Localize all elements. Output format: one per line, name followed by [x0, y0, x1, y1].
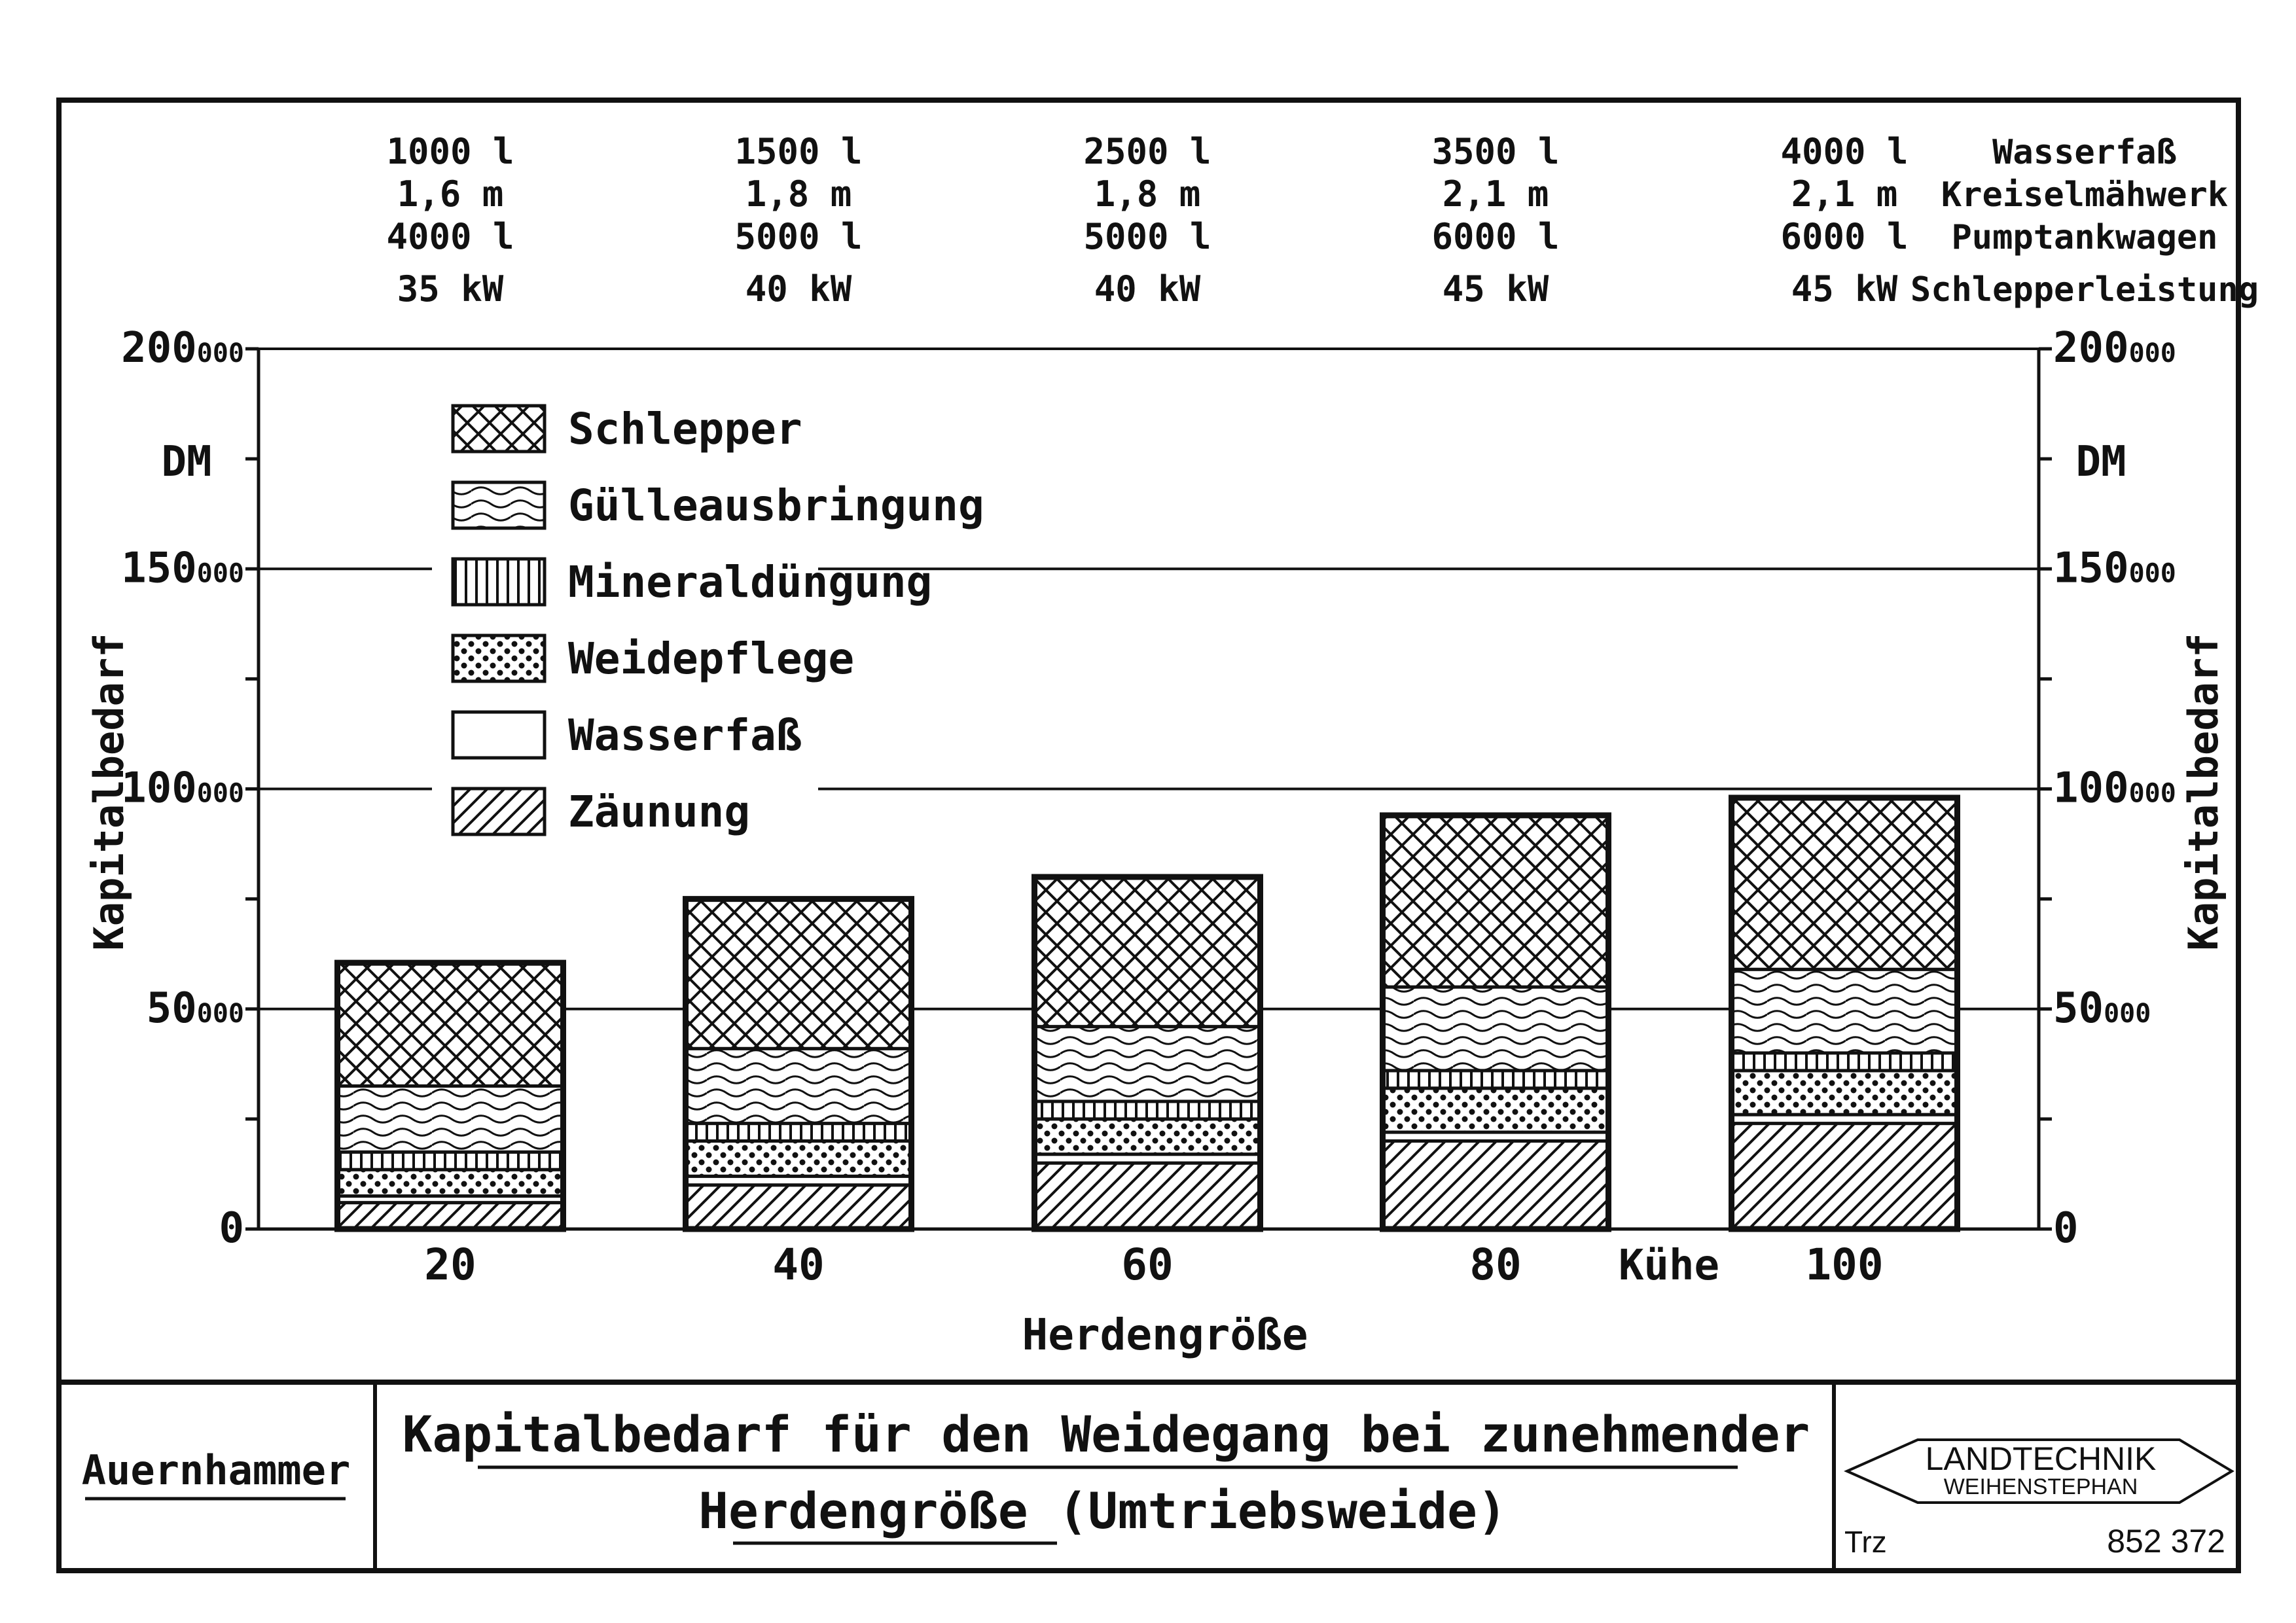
equipment-value: 5000 l — [1083, 216, 1211, 257]
x-tick-label: 20 — [424, 1240, 476, 1290]
y-tick-label-right: 100000 — [2053, 764, 2176, 813]
equipment-value: 2,1 m — [1791, 173, 1898, 215]
equipment-value: 4000 l — [386, 216, 514, 257]
y-axis-label-left: Kapitalbedarf — [85, 633, 133, 951]
bar-segment — [686, 1141, 912, 1177]
equipment-row-label: Schlepperleistung — [1910, 270, 2259, 310]
equipment-row-label: Kreiselmähwerk — [1941, 175, 2229, 215]
equipment-value: 4000 l — [1780, 131, 1909, 172]
y-tick-label-right: 150000 — [2053, 544, 2176, 593]
legend-label: Gülleausbringung — [568, 480, 984, 531]
legend-label: Schlepper — [568, 404, 802, 454]
y-tick-label-left: 150000 — [121, 544, 244, 593]
equipment-value: 45 kW — [1791, 268, 1898, 310]
institution-line-2: WEIHENSTEPHAN — [1943, 1474, 2138, 1499]
legend-label: Weidepflege — [568, 633, 855, 684]
equipment-value: 2500 l — [1083, 131, 1211, 172]
equipment-value: 2,1 m — [1442, 173, 1549, 215]
bar-segment — [1035, 1101, 1261, 1119]
equipment-value: 1500 l — [734, 131, 863, 172]
author-name: Auernhammer — [81, 1446, 351, 1494]
x-tick-label: 60 — [1121, 1240, 1174, 1290]
equipment-value: 35 kW — [397, 268, 504, 310]
y-tick-label-left: 50000 — [146, 984, 244, 1033]
equipment-value: 6000 l — [1431, 216, 1560, 257]
x-tick-label: 80 — [1469, 1240, 1522, 1290]
equipment-row-label: Wasserfaß — [1992, 133, 2177, 172]
legend-swatch — [453, 712, 545, 758]
bar-segment — [686, 1048, 912, 1123]
y-unit-right: DM — [2075, 438, 2126, 486]
legend — [432, 393, 984, 844]
bar-segment — [1732, 1053, 1958, 1071]
equipment-value: 1,6 m — [397, 173, 504, 215]
legend-background — [432, 393, 818, 844]
bar-segment — [1383, 1088, 1609, 1132]
bar-segment — [338, 1086, 564, 1152]
equipment-row-label: Pumptankwagen — [1951, 218, 2218, 257]
bar-segment — [1383, 815, 1609, 987]
y-tick-label-left: 200000 — [121, 324, 244, 372]
equipment-value: 45 kW — [1442, 268, 1549, 310]
bar-segment — [1732, 798, 1958, 969]
title-line-1: Kapitalbedarf für den Weidegang bei zunehmender — [402, 1405, 1810, 1463]
bar-segment — [338, 963, 564, 1086]
bar-segment — [686, 899, 912, 1049]
bar-segment — [1383, 987, 1609, 1071]
y-unit-left: DM — [161, 438, 212, 486]
bar-segment — [1732, 1071, 1958, 1115]
y-axis-label-right: Kapitalbedarf — [2179, 633, 2227, 951]
equipment-value: 1,8 m — [1094, 173, 1201, 215]
y-tick-label-right: 50000 — [2053, 984, 2151, 1033]
bar-segment — [1732, 969, 1958, 1053]
equipment-value: 1,8 m — [745, 173, 852, 215]
equipment-value: 40 kW — [1094, 268, 1201, 310]
y-tick-label-right: 200000 — [2053, 324, 2176, 372]
title-line-2: Herdengröße (Umtriebsweide) — [698, 1482, 1507, 1540]
bar-segment — [686, 1185, 912, 1229]
legend-swatch — [453, 482, 545, 528]
bar-segment — [1732, 1124, 1958, 1229]
equipment-value: 40 kW — [745, 268, 852, 310]
equipment-value: 5000 l — [734, 216, 863, 257]
equipment-value: 6000 l — [1780, 216, 1909, 257]
institution-line-1: LANDTECHNIK — [1925, 1440, 2157, 1477]
legend-swatch — [453, 559, 545, 605]
legend-swatch — [453, 789, 545, 834]
x-tick-label: 100 — [1805, 1240, 1884, 1290]
drawing-number: 852 372 — [2107, 1523, 2225, 1560]
legend-label: Wasserfaß — [568, 710, 802, 760]
x-tick-label: 40 — [772, 1240, 825, 1290]
legend-swatch — [453, 635, 545, 681]
bar-segment — [686, 1124, 912, 1141]
bar-segment — [1383, 1141, 1609, 1230]
bar-segment — [338, 1152, 564, 1169]
bar-segment — [338, 1203, 564, 1229]
y-tick-label-right: 0 — [2053, 1204, 2079, 1253]
bars — [338, 798, 1958, 1229]
bar-segment — [1035, 1163, 1261, 1229]
bar-segment — [1383, 1071, 1609, 1088]
bar-segment — [1035, 1119, 1261, 1154]
drawer-initials: Trz — [1844, 1525, 1887, 1559]
bar-segment — [338, 1169, 564, 1196]
y-tick-label-left: 0 — [219, 1204, 244, 1253]
legend-label: Mineraldüngung — [568, 557, 933, 607]
equipment-value: 1000 l — [386, 131, 514, 172]
equipment-value: 3500 l — [1431, 131, 1560, 172]
equipment-table — [386, 131, 2259, 310]
legend-label: Zäunung — [568, 787, 751, 837]
x-unit-label: Kühe — [1618, 1241, 1720, 1290]
bar-segment — [1035, 1027, 1261, 1101]
y-tick-label-left: 100000 — [121, 764, 244, 813]
x-axis-label: Herdengröße — [1022, 1310, 1308, 1360]
bar-segment — [1035, 877, 1261, 1027]
legend-swatch — [453, 406, 545, 452]
